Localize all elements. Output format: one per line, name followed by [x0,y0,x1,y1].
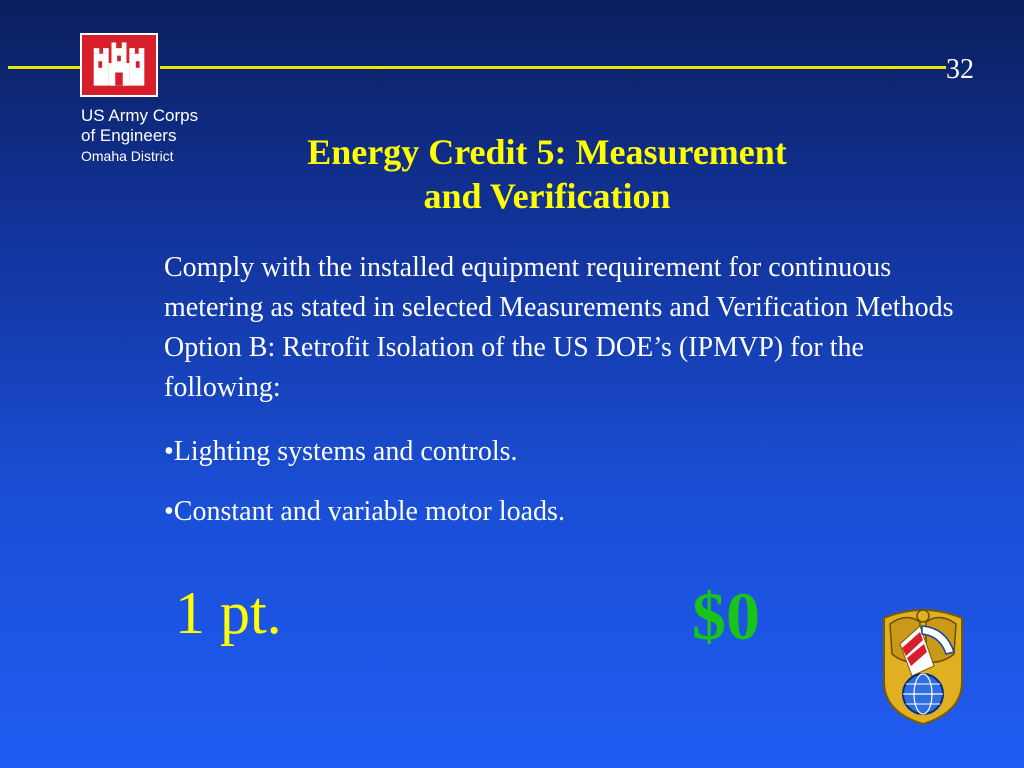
bullet-item: •Constant and variable motor loads. [164,496,565,527]
org-line-1: US Army Corps [81,106,199,125]
bullet-item: •Lighting systems and controls. [164,436,518,467]
organization-name [81,106,198,166]
castle-logo-icon [80,33,158,97]
slide-number: 32 [946,54,974,85]
title-line-2: and Verification [423,176,671,216]
body-paragraph: Comply with the installed equipment requirement for continuous metering as stated in selected Measurements and Verification Methods Option B: Retrofit Isolation of the US DOE’s (IPMVP) for the following: [164,252,954,403]
cost-value: $0 [692,578,760,654]
engineer-emblem-icon [876,604,970,726]
org-district: Omaha District [81,148,174,164]
org-line-2: of Engineers [81,126,177,145]
points-value: 1 pt. [175,580,282,646]
title-line-1: Energy Credit 5: Measurement [307,132,787,172]
header-rule-left [8,66,80,69]
header-rule-right [160,66,946,69]
slide-title [230,130,864,218]
